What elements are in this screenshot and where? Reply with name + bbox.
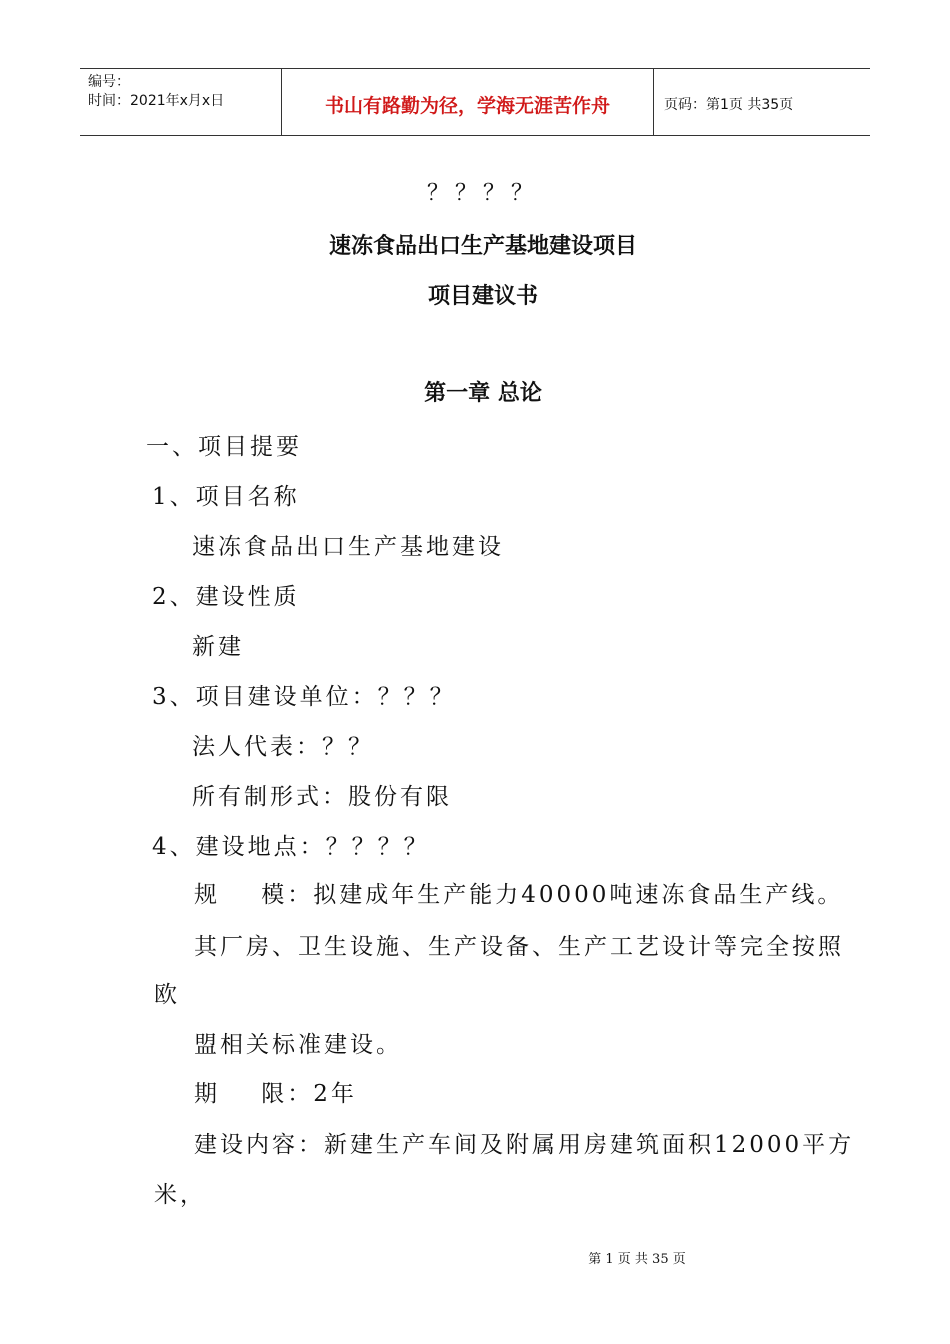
item-heading: 4、建设地点：？？？？ xyxy=(152,834,430,860)
item-heading: 2、建设性质 xyxy=(152,584,300,610)
body-text: 盟相关标准建设。 xyxy=(194,1032,402,1058)
item-heading: 3、项目建设单位：？？？ xyxy=(152,684,456,710)
body-text: 法人代表：？？ xyxy=(192,734,374,760)
body-text: 速冻食品出口生产基地建设 xyxy=(192,534,504,560)
body-text: 其厂房、卫生设施、生产设备、生产工艺设计等完全按照 xyxy=(194,934,844,960)
body-text: 米， xyxy=(154,1182,206,1208)
body-text: 规 模：拟建成年生产能力40000吨速冻食品生产线。 xyxy=(194,882,844,908)
project-title: 速冻食品出口生产基地建设项目 xyxy=(328,234,637,259)
page-footer: 第 1 页 共 35 页 xyxy=(588,1252,686,1267)
header-motto: 书山有路勤为径，学海无涯苦作舟 xyxy=(281,69,654,135)
body-text: 欧 xyxy=(154,982,180,1008)
chapter-heading: 第一章 总论 xyxy=(424,381,542,406)
body-text: 所有制形式：股份有限 xyxy=(192,784,452,810)
item-heading: 1、项目名称 xyxy=(152,484,300,510)
header-meta xyxy=(80,69,281,135)
body-text: 期 限：2年 xyxy=(194,1081,357,1107)
serial-number-label: 编号： xyxy=(88,74,130,90)
body-text: 新建 xyxy=(192,634,244,660)
body-text: 建设内容：新建生产车间及附属用房建筑面积12000平方 xyxy=(194,1132,855,1158)
header-page-info: 页码：第1页 共35页 xyxy=(664,96,794,113)
section-heading: 一、项目提要 xyxy=(146,434,302,460)
document-title: 项目建议书 xyxy=(427,284,538,309)
document-header xyxy=(80,68,870,136)
date-label: 时间：2021年x月x日 xyxy=(88,93,225,109)
title-placeholder: ？？？？ xyxy=(426,181,539,206)
